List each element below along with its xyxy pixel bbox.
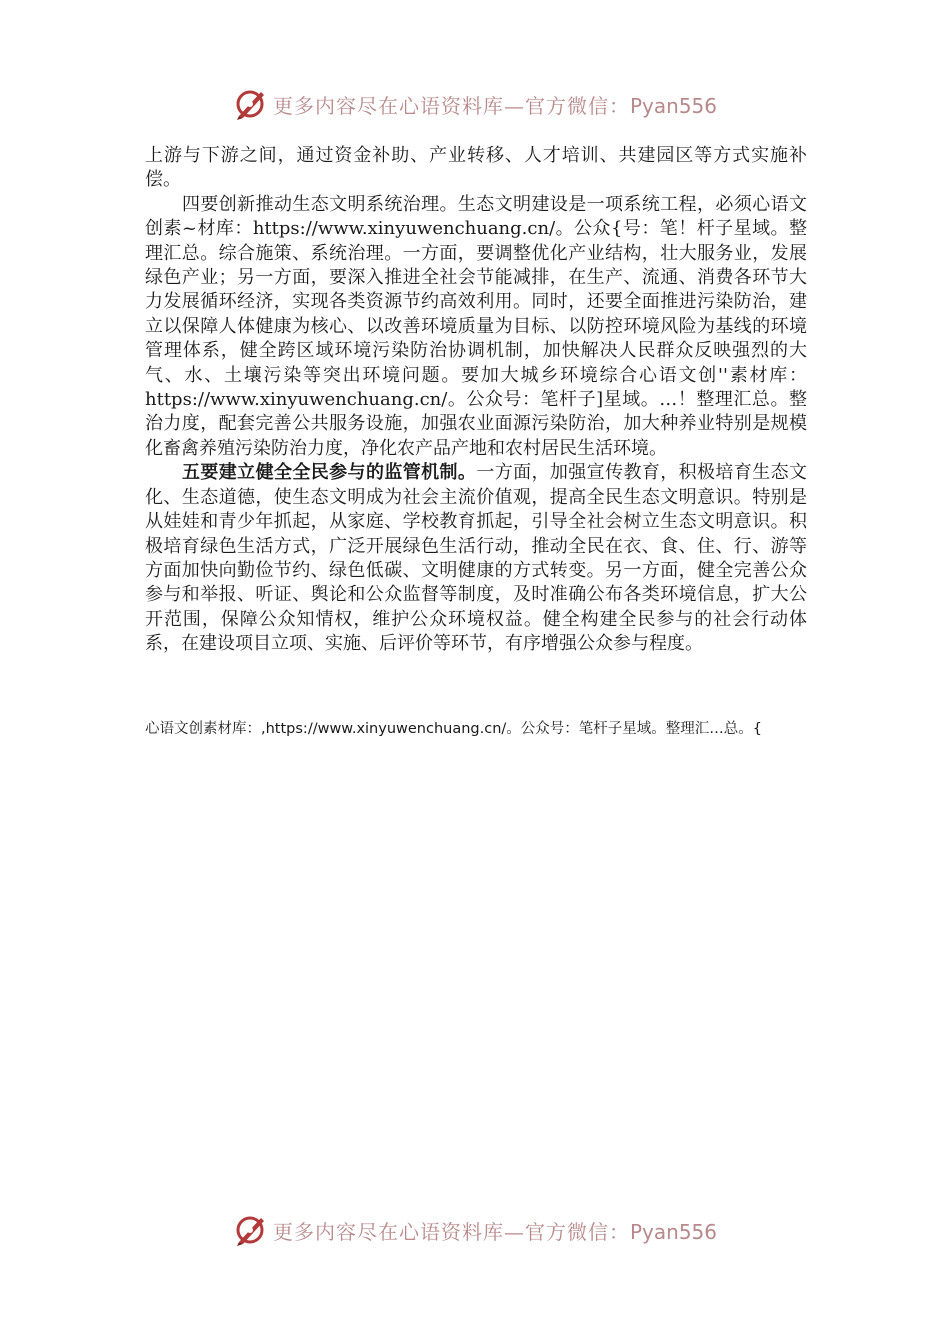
header-banner-text: 更多内容尽在心语资料库—官方微信：Pyan556	[272, 93, 717, 118]
paragraph	[145, 461, 807, 656]
source-note: 心语文创素材库：,https://www.xinyuwenchuang.cn/。公众号：笔杆子星域。整理汇…总。{	[145, 721, 762, 737]
paragraph-text: 一方面，加强宣传教育，积极培育生态文化、生态道德，使生态文明成为社会主流价值观，提高全民生态文明意识。特别是从娃娃和青少年抓起，从家庭、学校教育抓起，引导全社会树立生态文明意识。积极培育绿色生活方式，广泛开展绿色生活行动，推动全民在衣、食、住、行、游等方面加快向勤俭节约、绿色低碳、文明健康的方式转变。另一方面，健全完善公众参与和举报、听证、舆论和公众监督等制度，及时准确公布各类环境信息，扩大公开范围，保障公众知情权，维护公众环境权益。健全构建全民参与的社会行动体系，在建设项目立项、实施、后评价等环节，有序增强公众参与程度。	[145, 462, 808, 655]
paragraph: 四要创新推动生态文明系统治理。生态文明建设是一项系统工程，必须心语文创素~材库：https://www.xinyuwenchuang.cn/。公众{号：笔！杆子星域。整理汇总。综合施策、系统治理。一方面，要调整优化产业结构，壮大服务业，发展绿色产业；另一方面，要深入推进全社会节能减排，在生产、流通、消费各环节大力发展循环经济，实现各类资源节约高效利用。同时，还要全面推进污染防治，建立以保障人体健康为核心、以改善环境质量为目标、以防控环境风险为基线的环境管理体系，健全跨区域环境污染防治协调机制，加快解决人民群众反映强烈的大气、水、土壤污染等突出环境问题。要加大城乡环境综合心语文创''素材库：https://www.xinyuwenchuang.cn/。公众号：笔杆子]星域。…！整理汇总。整治力度，配套完善公共服务设施，加强农业面源污染防治，加大种养业特别是规模化畜禽养殖污染防治力度，净化农产品产地和农村居民生活环境。	[145, 193, 807, 459]
paragraph: 上游与下游之间，通过资金补助、产业转移、人才培训、共建园区等方式实施补偿。	[145, 145, 807, 191]
pen-nib-circle-logo-icon	[233, 86, 269, 122]
pen-nib-circle-logo-icon	[233, 1212, 269, 1248]
header-banner	[0, 82, 950, 126]
paragraph-heading: 五要建立健全全民参与的监管机制。	[182, 462, 477, 484]
footer-banner	[0, 1208, 950, 1252]
document-body	[145, 144, 807, 657]
footer-banner-text: 更多内容尽在心语资料库—官方微信：Pyan556	[272, 1219, 717, 1244]
